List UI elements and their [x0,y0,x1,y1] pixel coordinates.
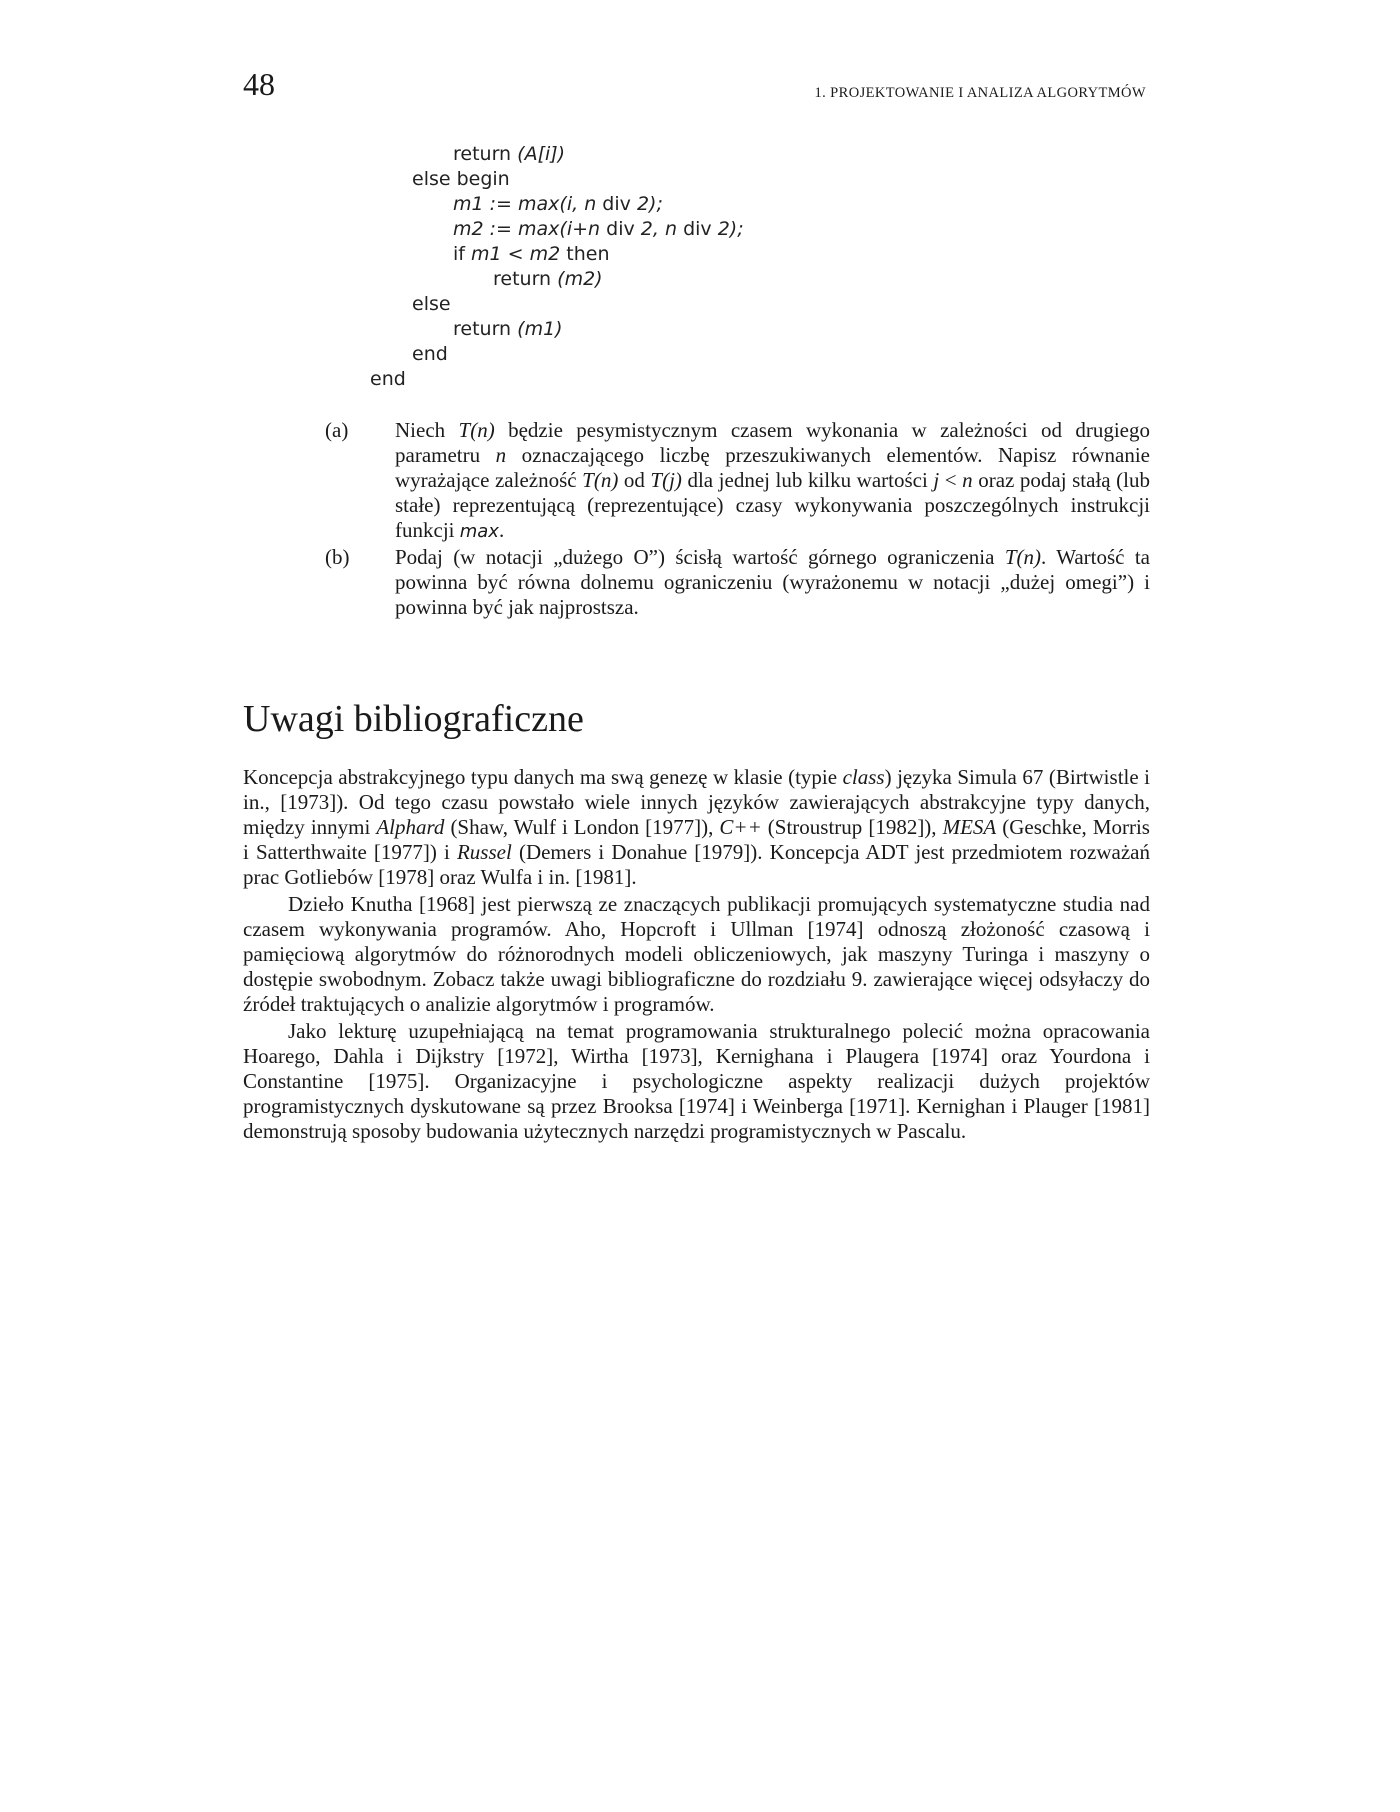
page-number: 48 [243,66,275,102]
code-expr: m2 [453,218,484,240]
code-line [453,192,663,217]
exercise-text: Podaj (w notacji „dużego O”) ścisłą wartość górnego ograniczenia T(n). Wartość ta powinna być równa dolnemu ograniczeniu (wyrażonemu w notacji „dużej omegi”) i powinna być jak najprostsza. [395,545,1150,619]
code-assign: := [489,218,512,240]
code-expr: max(i+n [518,218,601,240]
code-line [453,142,565,167]
code-keyword: return [453,143,512,165]
running-head: 1. PROJEKTOWANIE I ANALIZA ALGORYTMÓW [814,85,1146,101]
paragraph: Koncepcja abstrakcyjnego typu danych ma swą genezę w klasie (typie class) języka Simula 67 (Birtwistle i in., [1973]). Od tego czasu powstało wiele innych języków zawierających abstrakcyjne typy danych, między innymi Alphard (Shaw, Wulf i London [1977]), C++ (Stroustrup [1982]), MESA (Geschke, Morris i Satterthwaite [1977]) i Russel (Demers i Donahue [1979]). Koncepcja ADT jest przedmiotem rozważań prac Gotliebów [1978] oraz Wulfa i in. [1981]. [243,765,1151,889]
code-expr: m1 [453,193,484,215]
exercise-item [325,418,1150,544]
code-line: end [412,343,448,365]
exercise-label: (a) [325,418,349,442]
exercise-text: Niech T(n) będzie pesymistycznym czasem wykonania w zależności od drugiego parametru n oznaczającego liczbę przeszukiwanych elementów. Napisz równanie wyrażające zależność T(n) od T(j) dla jednej lub kilku wartości j < n oraz podaj stałą (lub stałe) reprezentującą (reprezentujące) czasy wykonywania poszczególnych instrukcji funkcji max. [395,418,1150,542]
code-line [453,317,563,342]
exercise-item [325,545,1150,620]
code-expr: m1 < m2 [471,243,561,265]
code-expr: (m2) [557,268,603,290]
code-keyword: return [493,268,552,290]
code-expr: n [664,218,678,240]
code-line: end [370,368,406,390]
code-line: else begin [412,168,510,190]
code-expr: (A[i]) [517,143,566,165]
code-expr: 2, [640,218,659,240]
code-line [493,267,603,292]
code-line [453,242,610,267]
code-keyword: if [453,243,465,265]
code-assign: := [489,193,512,215]
paragraph: Jako lekturę uzupełniającą na temat programowania strukturalnego polecić można opracowania Hoarego, Dahla i Dijkstry [1972], Wirtha [1973], Kernighana i Plaugera [1974] oraz Yourdona i Constantine [1975]. Organizacyjne i psychologiczne aspekty realizacji dużych projektów programistycznych dyskutowane są przez Brooksa [1974] i Weinberga [1971]. Kernighan i Plauger [1981] demonstrują sposoby budowania użytecznych narzędzi programistycznych w Pascalu. [243,1019,1150,1143]
code-expr: max(i, n [518,193,597,215]
bibliographic-notes [243,765,1150,1146]
paragraph: Dzieło Knutha [1968] jest pierwszą ze znaczących publikacji promujących systematyczne studia nad czasem wykonywania programów. Aho, Hopcroft i Ullman [1974] odnoszą złożoność czasową i pamięciową algorytmów do różnorodnych modeli obliczeniowych, jak maszyny Turinga i maszyny o dostępie swobodnym. Zobacz także uwagi bibliograficzne do rozdziału 9. zawierające więcej odsyłaczy do źródeł traktujących o analizie algorytmów i programów. [243,892,1150,1016]
exercise-label: (b) [325,545,350,569]
code-keyword: then [566,243,610,265]
code-keyword: div [602,193,631,215]
code-line: else [412,293,451,315]
code-line [453,217,744,242]
code-keyword: div [606,218,635,240]
code-keyword: div [683,218,712,240]
code-expr: 2); [636,193,663,215]
section-title: Uwagi bibliograficzne [243,698,584,740]
code-keyword: return [453,318,512,340]
code-expr: 2); [717,218,744,240]
code-expr: (m1) [517,318,563,340]
code-listing [0,142,1400,402]
exercise-list [325,418,1150,621]
